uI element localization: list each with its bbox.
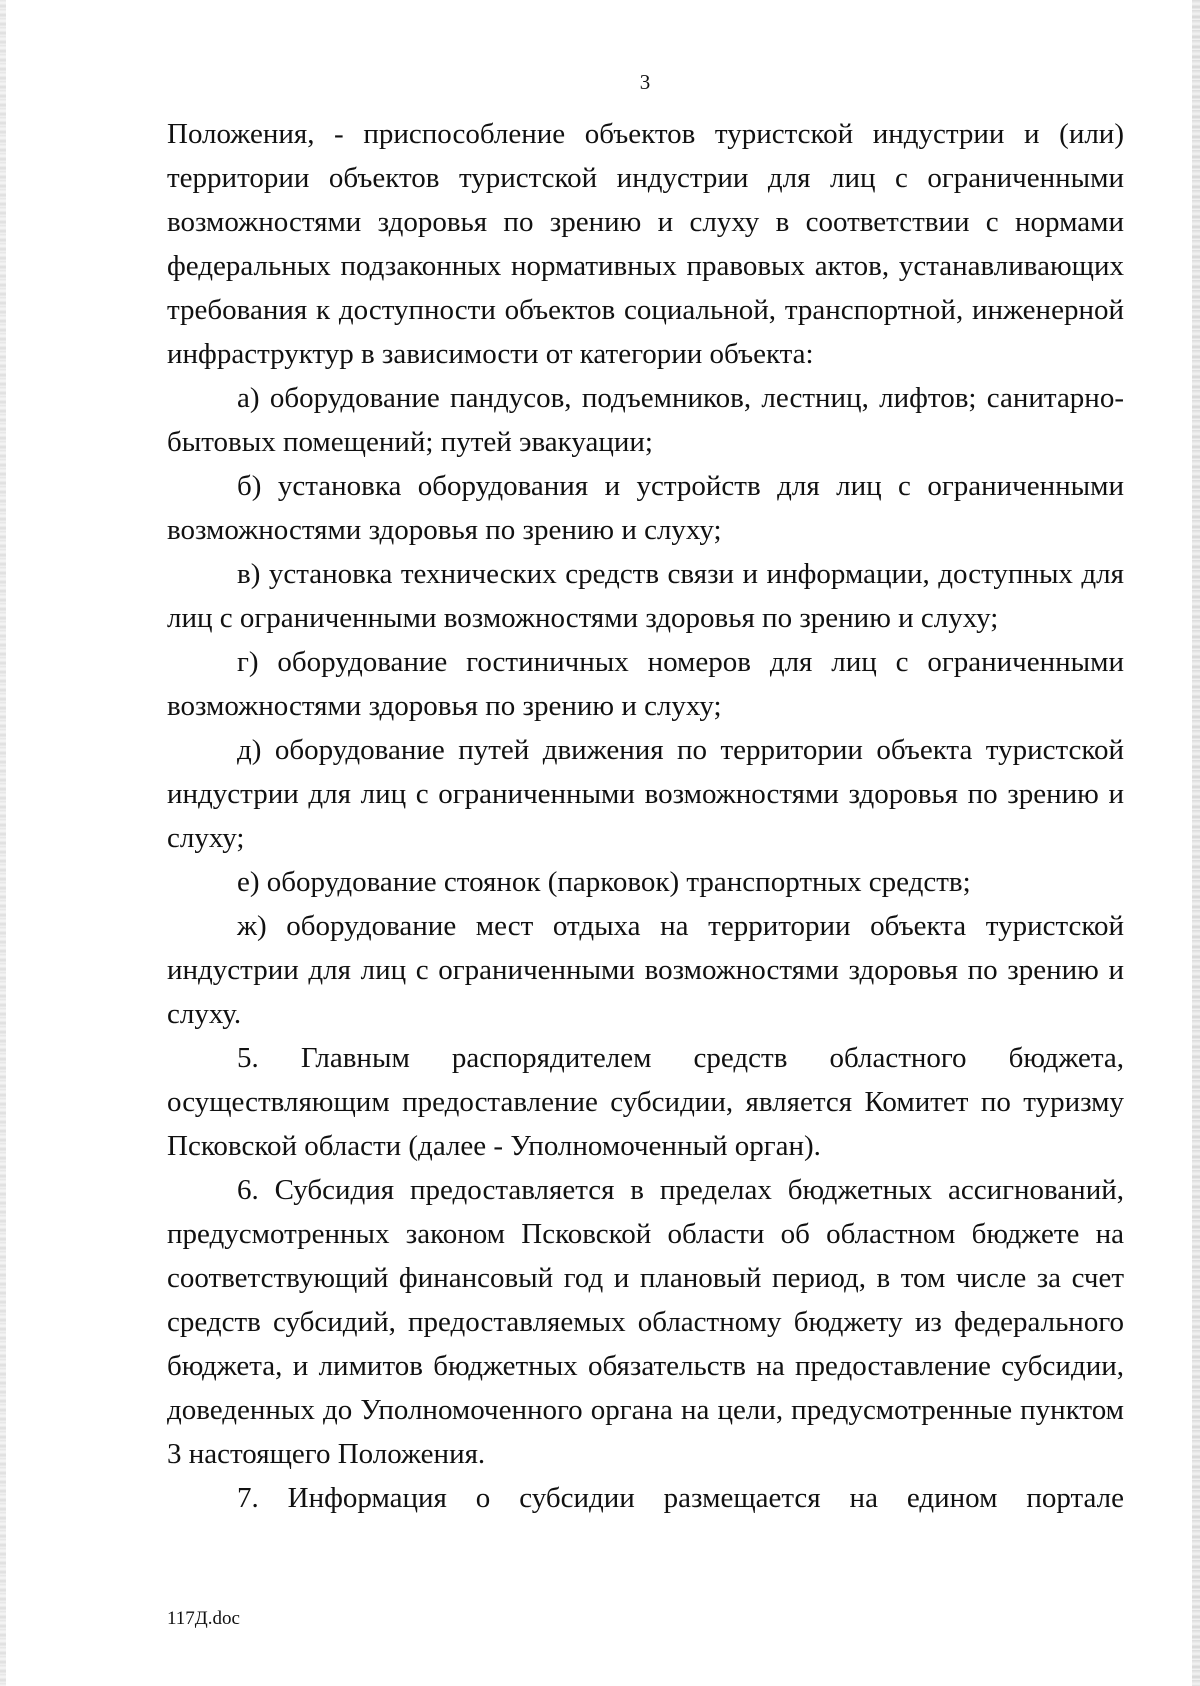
- page-number: 3: [639, 70, 651, 94]
- list-item-a: а) оборудование пандусов, подъемников, лестниц, лифтов; санитарно-бытовых помещений; путей эвакуации;: [167, 382, 1124, 458]
- scan-edge-left: [0, 0, 6, 1686]
- footer-file-name: 117Д.doc: [167, 1608, 240, 1629]
- list-item-e: е) оборудование стоянок (парковок) транспортных средств;: [237, 866, 971, 898]
- paragraph-intro-conditions: Положения, - приспособление объектов туристской индустрии и (или) территории объектов туристской индустрии для лиц с ограниченными возможностями здоровья по зрению и слуху в соответствии с нормами федеральных подзаконных нормативных правовых актов, устанавливающих требования к доступности объектов социальной, транспортной, инженерной инфраструктур в зависимости от категории объекта:: [167, 118, 1124, 370]
- list-item-d: д) оборудование путей движения по территории объекта туристской индустрии для лиц с ограниченными возможностями здоровья по зрению и слуху;: [167, 734, 1124, 854]
- paragraph-clause-5: 5. Главным распорядителем средств областного бюджета, осуществляющим предоставление субсидии, является Комитет по туризму Псковской области (далее - Уполномоченный орган).: [167, 1042, 1124, 1162]
- list-item-zh: ж) оборудование мест отдыха на территории объекта туристской индустрии для лиц с ограниченными возможностями здоровья по зрению и слуху.: [167, 910, 1124, 1030]
- list-item-b: б) установка оборудования и устройств для лиц с ограниченными возможностями здоровья по зрению и слуху;: [167, 470, 1124, 546]
- list-item-g: г) оборудование гостиничных номеров для лиц с ограниченными возможностями здоровья по зрению и слуху;: [167, 646, 1124, 722]
- paragraph-clause-6: 6. Субсидия предоставляется в пределах бюджетных ассигнований, предусмотренных законом Псковской области об областном бюджете на соответствующий финансовый год и плановый период, в том числе за счет средств субсидий, предоставляемых областному бюджету из федерального бюджета, и лимитов бюджетных обязательств на предоставление субсидии, доведенных до Уполномоченного органа на цели, предусмотренные пунктом 3 настоящего Положения.: [167, 1174, 1124, 1470]
- paragraph-clause-7: 7. Информация о субсидии размещается на едином портале: [237, 1482, 1124, 1514]
- document-body: [167, 112, 1124, 1520]
- list-item-v: в) установка технических средств связи и информации, доступных для лиц с ограниченными возможностями здоровья по зрению и слуху;: [167, 558, 1124, 634]
- scan-edge-right: [1192, 0, 1200, 1686]
